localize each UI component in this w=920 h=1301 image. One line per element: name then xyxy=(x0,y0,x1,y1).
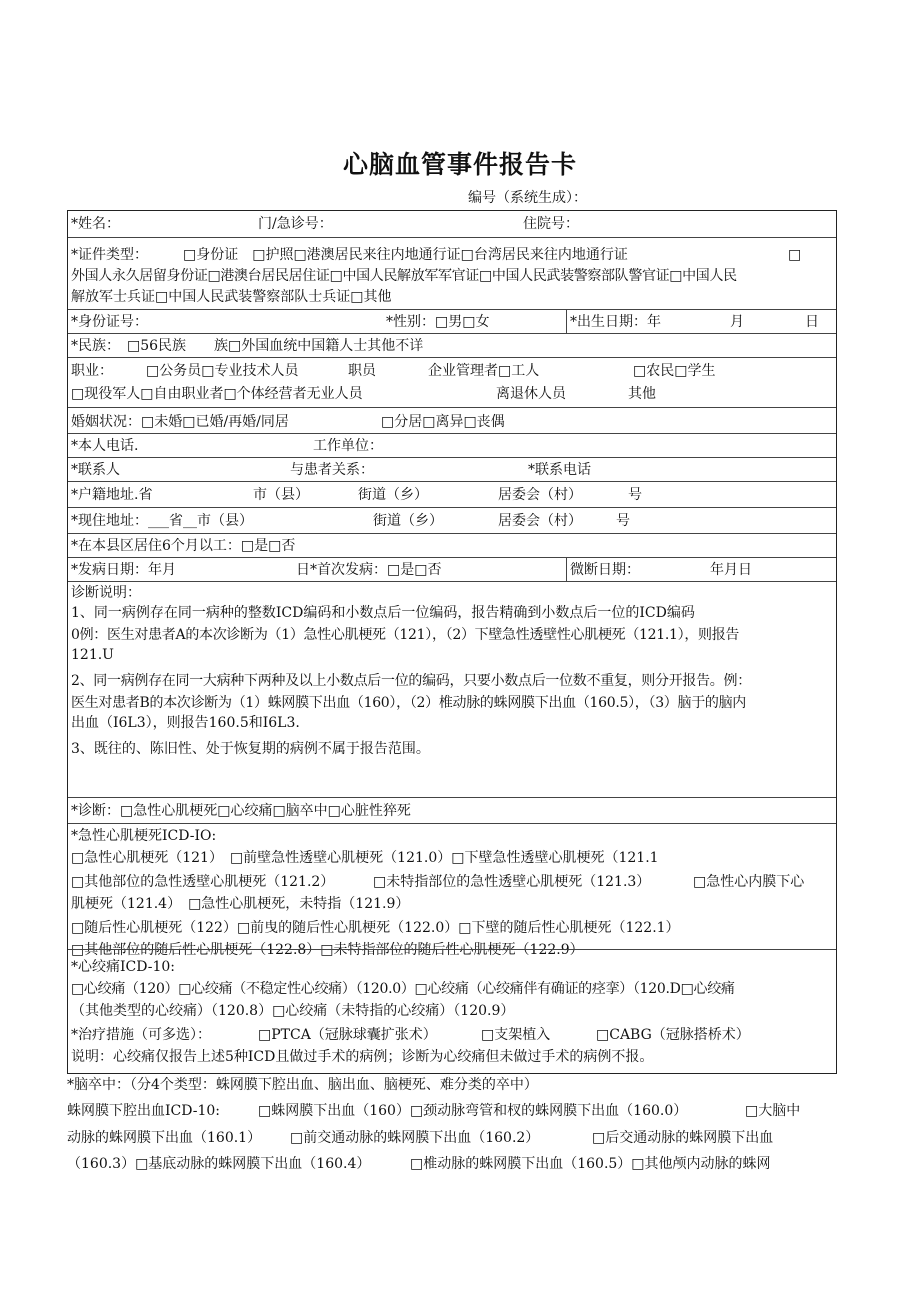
diagnosis-date-label: 微断日期： xyxy=(570,562,640,578)
clinic-number-field[interactable]: 门/急诊号： xyxy=(258,216,333,232)
diagnosis-field[interactable]: *诊断：□急性心肌梗死□心绞痛□脑卒中□心脏性猝死 xyxy=(71,803,411,819)
phone-row xyxy=(68,433,836,457)
ethnicity-row xyxy=(68,333,836,357)
notes-line: 医生对患者B的本次诊断为（1）蛛网膜下出血（160），（2）椎动脉的蛛网膜下出血（160.5），（3）脑于的脑内 xyxy=(71,695,747,711)
ami-options[interactable]: □未特指部位的急性透壁心肌梗死（121.3） xyxy=(373,874,651,890)
ami-options[interactable]: □其他部位的随后性心肌梗死（122.8）□未特指部位的随后性心肌梗死（122.9） xyxy=(71,942,584,958)
registered-address-row xyxy=(68,481,836,507)
registered-province-field[interactable]: *户籍地址.省 xyxy=(71,487,153,503)
birth-date-field[interactable]: *出生日期：年 xyxy=(570,314,661,330)
report-form xyxy=(67,210,837,1074)
notes-line: 1、同一病例存在同一病种的整数ICD编码和小数点后一位编码，报告精确到小数点后一位的ICD编码 xyxy=(71,605,695,621)
id-type-checkbox[interactable]: □ xyxy=(788,247,802,263)
angina-note: 说明：心绞痛仅报告上述5种ICD且做过手术的病例；诊断为心绞痛但未做过手术的病例不报。 xyxy=(71,1049,654,1065)
phone-field[interactable]: *本人电话. xyxy=(71,438,139,454)
ami-options[interactable]: □急性心内膜下心 xyxy=(693,874,805,890)
notes-title: 诊断说明： xyxy=(71,585,141,601)
registered-community-field[interactable]: 居委会（村） xyxy=(498,487,582,503)
marital-status-row xyxy=(68,407,836,433)
notes-line: 0例：医生对患者A的本次诊断为（1）急性心肌梗死（121），（2）下壁急性透壁性心肌梗死（121.1），则报告 xyxy=(71,627,740,643)
ami-options[interactable]: □随后性心肌梗死（122）□前曳的随后性心肌梗死（122.0）□下壁的随后性心肌梗死（122.1） xyxy=(71,920,680,936)
id-type-line2[interactable]: 外国人永久居留身份证□港澳台居民居住证□中国人民解放军军官证□中国人民武装警察部队警官证□中国人民 xyxy=(71,268,737,284)
onset-date-field[interactable]: *发病日期：年月 xyxy=(71,562,176,578)
notes-line: 3、既往的、陈旧性、处于恢复期的病例不属于报告范围。 xyxy=(71,741,430,757)
angina-section xyxy=(68,949,836,1074)
treatment-label: *治疗措施（可多选）： xyxy=(71,1027,211,1043)
angina-title: *心绞痛ICD-10: xyxy=(71,959,175,975)
id-number-row xyxy=(68,309,836,333)
marital-status-field[interactable]: 婚姻状况：□未婚□已婚/再婚/同居 xyxy=(71,414,289,430)
id-type-line3[interactable]: 解放军士兵证□中国人民武装警察部队士兵证□其他 xyxy=(71,289,392,305)
registered-city-field[interactable]: 市（县） xyxy=(253,487,309,503)
current-address-row xyxy=(68,507,836,533)
id-number-field[interactable]: *身份证号： xyxy=(71,314,148,330)
current-community-field[interactable]: 居委会（村） xyxy=(498,513,582,529)
page-title: 心脑血管事件报告卡 xyxy=(342,150,577,179)
sah-options[interactable]: □大脑中 xyxy=(745,1103,801,1119)
contact-person-field[interactable]: *联系人 xyxy=(71,462,120,478)
divider xyxy=(566,558,567,581)
contact-row xyxy=(68,457,836,481)
occupation-option[interactable]: 其他 xyxy=(628,386,656,402)
notes-line: 2、同一病例存在同一大病种下两种及以上小数点后一位的编码，只要小数点后一位数不重复，则分开报告。例： xyxy=(71,673,751,689)
registered-street-field[interactable]: 街道（乡） xyxy=(358,487,428,503)
ami-section xyxy=(68,823,836,958)
occupation-option[interactable]: 企业管理者□工人 xyxy=(428,363,540,379)
stroke-title: *脑卒中：（分4个类型：蛛网膜下腔出血、脑出血、脑梗死、难分类的卒中） xyxy=(67,1077,538,1093)
relationship-field[interactable]: 与患者关系： xyxy=(290,462,374,478)
diagnosis-notes-section xyxy=(68,581,836,797)
occupation-option[interactable]: □公务员□专业技术人员 xyxy=(146,363,299,379)
workplace-field[interactable]: 工作单位： xyxy=(313,438,383,454)
occupation-option[interactable]: □农民□学生 xyxy=(633,363,716,379)
residence-duration-row xyxy=(68,533,836,557)
sex-field[interactable]: *性别：□男□女 xyxy=(386,314,490,330)
occupation-row xyxy=(68,357,836,407)
id-type-line1[interactable]: *证件类型： □身份证 □护照□港澳居民来往内地通行证□台湾居民来往内地通行证 xyxy=(71,247,628,263)
ethnicity-field[interactable]: *民族： □56民族 族□外国血统中国籍人士其他不详 xyxy=(71,338,424,354)
diagnosis-row xyxy=(68,797,836,823)
notes-line: 121.U xyxy=(71,647,114,663)
name-field[interactable]: *姓名： xyxy=(71,216,120,232)
ami-options[interactable]: □其他部位的急性透壁心肌梗死（121.2） xyxy=(71,874,335,890)
sah-options[interactable]: （160.3）□基底动脉的蛛网膜下出血（160.4） xyxy=(67,1156,371,1172)
birth-month-label: 月 xyxy=(730,314,744,330)
name-row xyxy=(68,211,836,237)
sah-options[interactable]: □前交通动脉的蛛网膜下出血（160.2） xyxy=(290,1130,540,1146)
occupation-option[interactable]: 离退休人员 xyxy=(496,386,566,402)
treatment-option-stent[interactable]: □支架植入 xyxy=(481,1027,551,1043)
current-number-field[interactable]: 号 xyxy=(616,513,630,529)
diagnosis-date-field[interactable]: 年月日 xyxy=(710,562,752,578)
divider xyxy=(566,310,567,333)
ami-options[interactable]: □急性心肌梗死（121） □前壁急性透壁心肌梗死（121.0）□下壁急性透壁心肌梗死（121.1 xyxy=(71,850,659,866)
inpatient-number-field[interactable]: 住院号： xyxy=(523,216,579,232)
treatment-option-ptca[interactable]: □PTCA（冠脉球囊扩张术） xyxy=(258,1027,437,1043)
current-province-city-field[interactable]: *现住地址：___省__市（县） xyxy=(71,513,253,529)
current-street-field[interactable]: 街道（乡） xyxy=(373,513,443,529)
marital-status-option[interactable]: □分居□离异□丧偶 xyxy=(381,414,505,430)
sah-label: 蛛网膜下腔出血ICD-10: xyxy=(67,1103,220,1119)
treatment-option-cabg[interactable]: □CABG（冠脉搭桥术） xyxy=(596,1027,750,1043)
sah-options[interactable]: □后交通动脉的蛛网膜下出血 xyxy=(592,1130,774,1146)
occupation-option[interactable]: 职员 xyxy=(348,363,376,379)
registered-number-field[interactable]: 号 xyxy=(628,487,642,503)
sah-options[interactable]: □蛛网膜下出血（160）□颈动脉弯管和杈的蛛网膜下出血（160.0） xyxy=(258,1103,688,1119)
sah-options[interactable]: □椎动脉的蛛网膜下出血（160.5）□其他颅内动脉的蛛网 xyxy=(410,1156,771,1172)
birth-day-label: 日 xyxy=(805,314,819,330)
residence-duration-field[interactable]: *在本县区居住6个月以工：□是□否 xyxy=(71,538,296,554)
occupation-label: 职业： xyxy=(71,363,113,379)
id-type-row xyxy=(68,237,836,309)
first-onset-field[interactable]: 日*首次发病：□是□否 xyxy=(296,562,442,578)
onset-row xyxy=(68,557,836,581)
notes-line: 出血（I6L3），则报告160.5和I6L3. xyxy=(71,715,300,731)
sah-options[interactable]: 动脉的蛛网膜下出血（160.1） xyxy=(67,1130,262,1146)
angina-options[interactable]: （其他类型的心绞痛）（120.8）□心绞痛（未特指的心绞痛）（120.9） xyxy=(71,1003,515,1019)
contact-phone-field[interactable]: *联系电话 xyxy=(528,462,591,478)
occupation-option[interactable]: □现役军人□自由职业者□个体经营者无业人员 xyxy=(71,386,363,402)
angina-options[interactable]: □心绞痛（120）□心绞痛（不稳定性心绞痛）（120.0）□心绞痛（心绞痛伴有确证的痉挛）（120.D□心绞痛 xyxy=(71,981,735,997)
ami-title: *急性心肌梗死ICD-IO: xyxy=(71,828,217,844)
ami-options[interactable]: 肌梗死（121.4） □急性心肌梗死，未特指（121.9） xyxy=(71,896,410,912)
serial-number-label: 编号（系统生成）： xyxy=(468,190,587,206)
